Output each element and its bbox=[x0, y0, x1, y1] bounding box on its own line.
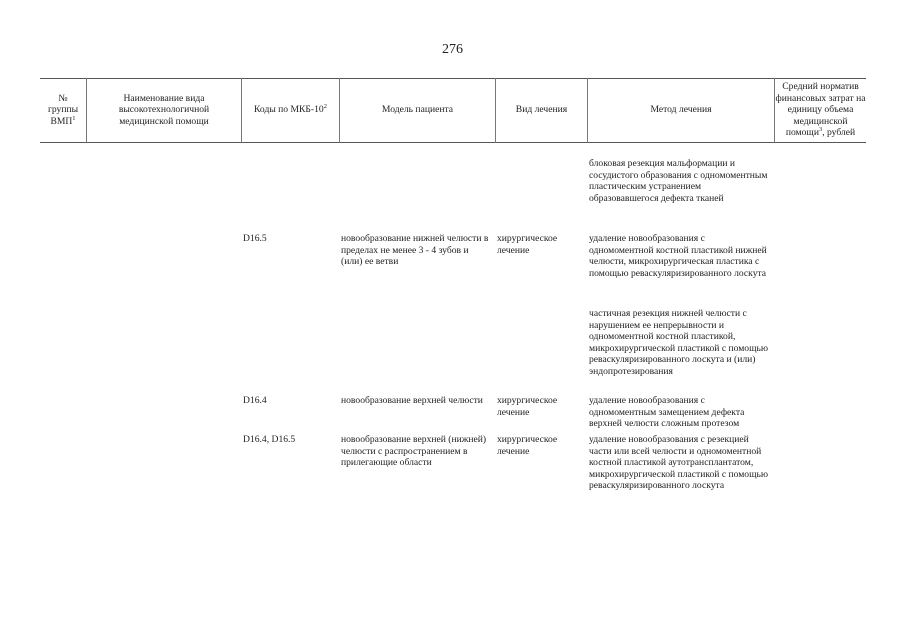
header-kind bbox=[496, 78, 587, 142]
table-row-code: D16.5 bbox=[243, 233, 267, 244]
header-norm-footnote: 3 bbox=[818, 126, 823, 134]
table-row-code: D16.4, D16.5 bbox=[243, 434, 296, 445]
header-name bbox=[87, 78, 241, 142]
header-codes bbox=[242, 78, 339, 142]
header-model-text: Модель пациента bbox=[381, 104, 454, 116]
header-kind-text: Вид лечения bbox=[515, 104, 568, 116]
header-name-text: Наименование вида высокотехнологичной медицинской помощи bbox=[118, 92, 210, 127]
table-row-kind: хирургическое лечение bbox=[497, 434, 558, 457]
header-method bbox=[588, 78, 774, 142]
header-codes-text: Коды по МКБ-10 bbox=[254, 104, 324, 116]
table-row-model: новообразование верхней челюсти bbox=[341, 395, 483, 406]
table-row-method: удаление новообразования с одномоментной костной пластикой нижней челюсти, микрохирургическая пластика с помощью реваскуляризированного лоскута bbox=[589, 233, 767, 279]
header-codes-footnote: 2 bbox=[323, 103, 327, 111]
header-group-no bbox=[40, 78, 86, 142]
page-number: 276 bbox=[442, 42, 463, 57]
table-row-kind: хирургическое лечение bbox=[497, 233, 558, 256]
table-row-method: удаление новообразования с резекцией части или всей челюсти и одномоментной костной пластикой аутотрансплантатом, микрохирургической пластикой с помощью реваскуляризированного лоскута bbox=[589, 434, 769, 491]
header-norm-text: Средний норматив финансовых затрат на единицу объема медицинской помощи bbox=[775, 81, 866, 139]
table-row-model: новообразование верхней (нижней) челюсти с распространением в прилегающие области bbox=[341, 434, 487, 468]
table-row-method: блоковая резекция мальформации и сосудистого образования с одномоментным пластическим устранением образовавшегося дефекта тканей bbox=[589, 158, 768, 204]
header-bottom-border bbox=[40, 142, 866, 143]
header-norm bbox=[775, 78, 866, 142]
header-model bbox=[340, 78, 495, 142]
header-group-no-text: № группы ВМП bbox=[47, 92, 79, 127]
header-norm-unit: , рублей bbox=[822, 127, 856, 139]
header-method-text: Метод лечения bbox=[650, 104, 712, 116]
table-row-code: D16.4 bbox=[243, 395, 267, 406]
table-row-method: удаление новообразования с одномоментным замещением дефекта верхней челюсти сложным протезом bbox=[589, 395, 745, 429]
table-row-method: частичная резекция нижней челюсти с нарушением ее непрерывности и одномоментной костной пластикой, микрохирургической пластикой с помощью реваскуляризированного лоскута и (или) эндопротезирования bbox=[589, 308, 769, 377]
table-row-model: новообразование нижней челюсти в пределах не менее 3 - 4 зубов и (или) ее ветви bbox=[341, 233, 489, 267]
table-row-kind: хирургическое лечение bbox=[497, 395, 558, 418]
header-group-no-footnote: 1 bbox=[72, 114, 76, 122]
